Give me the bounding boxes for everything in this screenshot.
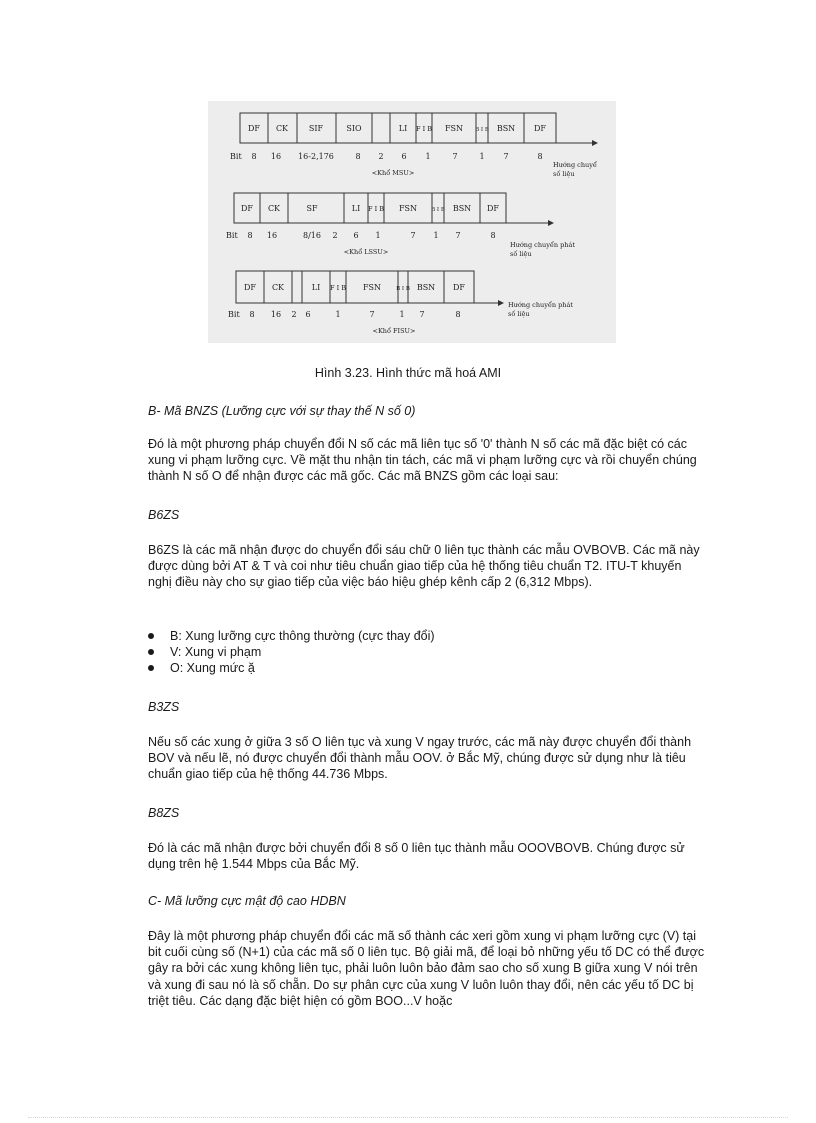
- lssu-field: CK: [267, 204, 281, 213]
- fisu-bit-label: Bit: [228, 310, 240, 319]
- fisu-field: DF: [244, 283, 256, 292]
- msu-field: DF: [248, 124, 260, 133]
- lssu-bit: 1: [375, 231, 381, 240]
- msu-bit: 1: [425, 152, 431, 161]
- msu-direction-label: số liệu: [553, 170, 575, 178]
- section-b-paragraph: Đó là một phương pháp chuyển đổi N số các mã liên tục số '0' thành N số các mã đặc biệt có các xung vi phạm lưỡng cực. Về mặt thu nhận tin tách, các mã vi phạm lưỡng cực và rồi chuyển chúng thành N số O để nhận được các mã gốc. Các mã BNZS gồm các loại sau:: [148, 437, 697, 484]
- figure-caption: Hình 3.23. Hình thức mã hoá AMI: [314, 366, 502, 380]
- fisu-bit: 2: [291, 310, 297, 319]
- signal-unit-diagram: [208, 101, 616, 343]
- lssu-bit: 6: [353, 231, 359, 240]
- b8zs-heading: B8ZS: [148, 806, 180, 820]
- msu-row: [230, 113, 598, 178]
- msu-bit: 1: [479, 152, 485, 161]
- b6zs-paragraph: B6ZS là các mã nhận được do chuyển đổi sáu chữ 0 liên tục thành các mẫu OVBOVB. Các mã này được dùng bởi AT & T và coi như tiêu chuẩn giao tiếp của hệ thống tiêu chuẩn T2. ITU-T khuyến nghị điều này cho sự giao tiếp của việc báo hiệu ghép kênh cấp 2 (6,312 Mbps).: [148, 543, 700, 590]
- lssu-field: BSN: [452, 204, 472, 213]
- fisu-field: B I B: [396, 286, 410, 292]
- fisu-bit: 7: [369, 310, 375, 319]
- b3zs-paragraph: Nếu số các xung ở giữa 3 số O liên tục và xung V ngay trước, các mã này được chuyển đổi thành BOV và nếu lẽ, nó được chuyển đổi thành mẫu OOV. ở Bắc Mỹ, chúng được sử dụng như là tiêu chuẩn giao tiếp của hệ thống 44.736 Mbps.: [148, 735, 692, 782]
- msu-field: DF: [534, 124, 546, 133]
- lssu-bit-label: Bit: [226, 231, 238, 240]
- lssu-field: LI: [351, 204, 361, 213]
- fisu-bit: 1: [399, 310, 405, 319]
- page-bottom-rule: [28, 1117, 788, 1118]
- msu-bit: 2: [378, 152, 384, 161]
- lssu-field: DF: [487, 204, 499, 213]
- section-b-heading: B- Mã BNZS (Lưỡng cực với sự thay thế N số 0): [148, 404, 416, 418]
- fisu-field: F I B: [330, 284, 346, 292]
- list-item: O: Xung mức ặ: [148, 660, 708, 676]
- b3zs-heading: B3ZS: [148, 700, 180, 714]
- lssu-bit: 8: [490, 231, 496, 240]
- b8zs-paragraph: Đó là các mã nhận được bởi chuyển đổi 8 số 0 liên tục thành mẫu OOOVBOVB. Chúng được sử dụng trên hệ 1.544 Mbps của Bắc Mỹ.: [148, 841, 685, 872]
- msu-bit: 8: [355, 152, 361, 161]
- fisu-field: FSN: [362, 283, 382, 292]
- fisu-field: BSN: [416, 283, 436, 292]
- msu-bit: 8: [537, 152, 543, 161]
- msu-field: F I B: [416, 125, 432, 133]
- fisu-direction-label: số liệu: [508, 310, 530, 318]
- lssu-direction-label: Hướng chuyển phát: [510, 241, 575, 249]
- fisu-field: LI: [311, 283, 321, 292]
- lssu-bit: 7: [410, 231, 416, 240]
- msu-field: SIO: [346, 124, 362, 133]
- fisu-bit: 7: [419, 310, 425, 319]
- b6zs-heading: B6ZS: [148, 508, 180, 522]
- msu-bit: 6: [401, 152, 407, 161]
- msu-direction-label: Hướng chuyể: [553, 161, 597, 169]
- msu-field: B I B: [475, 127, 489, 133]
- lssu-field: F I B: [368, 205, 384, 213]
- msu-name: <Khổ MSU>: [371, 169, 415, 177]
- lssu-direction-label: số liệu: [510, 250, 532, 258]
- lssu-bit: 1: [433, 231, 439, 240]
- msu-bit: 16-2,176: [298, 152, 334, 161]
- msu-field: FSN: [444, 124, 464, 133]
- fisu-bit: 8: [455, 310, 461, 319]
- list-item: V: Xung vi phạm: [148, 644, 708, 660]
- msu-field: CK: [275, 124, 289, 133]
- fisu-bit: 1: [335, 310, 341, 319]
- signal-unit-figure: [208, 101, 616, 343]
- lssu-row: [226, 193, 575, 258]
- fisu-row: [228, 271, 573, 335]
- lssu-field: FSN: [398, 204, 418, 213]
- msu-bit: 16: [270, 152, 282, 161]
- section-c-paragraph: Đây là một phương pháp chuyển đổi các mã số thành các xeri gồm xung vi phạm lưỡng cực (V) tại bit cuối cùng số (N+1) của các mã số 0 liên tục. Bộ giải mã, để loại bỏ những yếu tố DC có thể được gây ra bởi các xung không liên tục, phải luôn luôn bảo đảm sao cho số xung B giữa xung V nói trên và xung đi sau nó là số chẵn. Do sự phân cực của xung V luôn luôn thay đổi, nên các yếu tố DC bị triệt tiêu. Các dạng đặc biệt hiện có gồm BOO...V hoặc: [148, 929, 705, 1008]
- fisu-bit: 8: [249, 310, 255, 319]
- lssu-bit: 16: [266, 231, 278, 240]
- section-c-heading: C- Mã lưỡng cực mật độ cao HDBN: [148, 894, 346, 908]
- lssu-field: B I B: [431, 207, 445, 213]
- lssu-bit: 7: [455, 231, 461, 240]
- code-symbol-list: [148, 628, 708, 677]
- msu-field: BSN: [496, 124, 516, 133]
- msu-field: SIF: [308, 124, 324, 133]
- msu-field: LI: [398, 124, 408, 133]
- lssu-bit: 8/16: [303, 231, 321, 240]
- fisu-field: DF: [453, 283, 465, 292]
- lssu-bit: 8: [247, 231, 253, 240]
- fisu-direction-label: Hướng chuyển phát: [508, 301, 573, 309]
- list-item: B: Xung lưỡng cực thông thường (cực thay đổi): [148, 628, 708, 644]
- fisu-bit: 16: [270, 310, 282, 319]
- msu-bit: 7: [503, 152, 509, 161]
- msu-bit-label: Bit: [230, 152, 242, 161]
- fisu-field: CK: [271, 283, 285, 292]
- lssu-bit: 2: [332, 231, 338, 240]
- lssu-field: DF: [241, 204, 253, 213]
- fisu-bit: 6: [305, 310, 311, 319]
- fisu-name: <Khổ FISU>: [372, 327, 416, 335]
- lssu-name: <Khổ LSSU>: [343, 248, 389, 256]
- msu-bit: 8: [251, 152, 257, 161]
- msu-bit: 7: [452, 152, 458, 161]
- lssu-field: SF: [306, 204, 318, 213]
